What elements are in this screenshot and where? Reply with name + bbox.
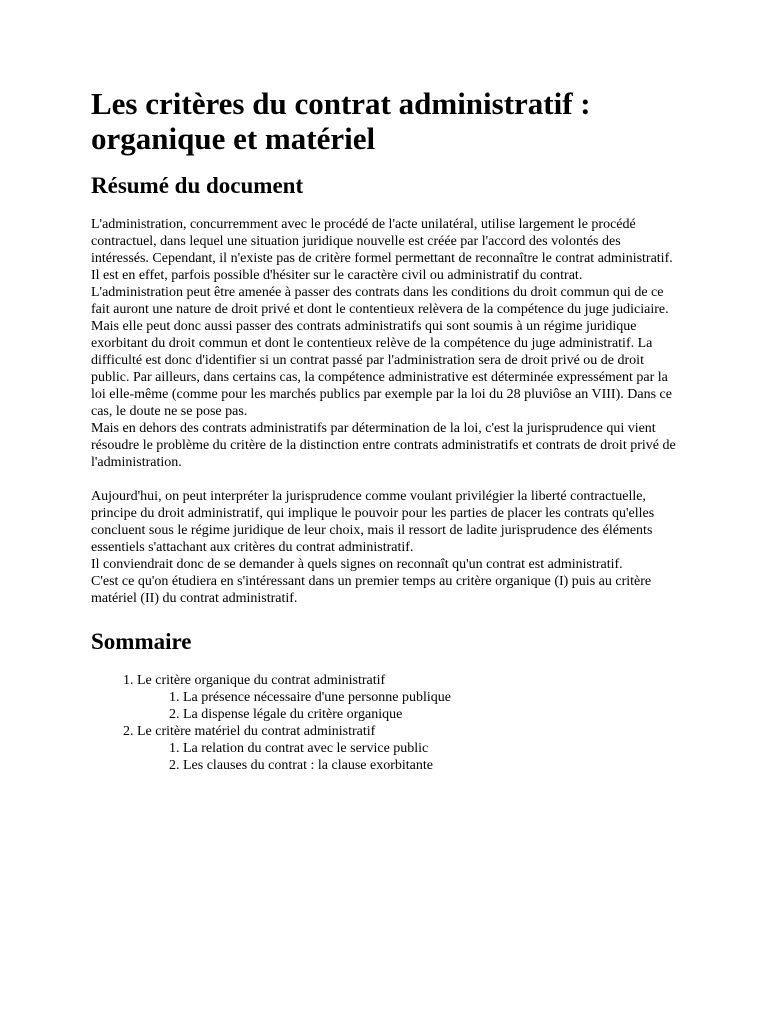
summary-paragraph: C'est ce qu'on étudiera en s'intéressant dans un premier temps au critère organique (I) puis au critère matériel (II) du contrat administratif. (91, 574, 652, 606)
toc-item (137, 723, 681, 774)
toc-item-label: Le critère organique du contrat administratif (137, 673, 386, 688)
toc-subitem: 1. La relation du contrat avec le service public (183, 740, 681, 757)
document-page (91, 86, 681, 774)
summary-body (91, 216, 681, 607)
toc-heading: Sommaire (91, 629, 192, 654)
summary-paragraph: Il conviendrait donc de se demander à quels signes on reconnaît qu'un contrat est administratif. (91, 557, 623, 572)
toc-subitem: 1. La présence nécessaire d'une personne publique (183, 689, 681, 706)
toc-subitem: 2. Les clauses du contrat : la clause exorbitante (183, 757, 681, 774)
paragraph-spacer (91, 471, 681, 488)
table-of-contents (91, 672, 681, 774)
toc-item-label: Le critère matériel du contrat administratif (137, 724, 376, 739)
toc-sublist (137, 740, 681, 774)
summary-heading: Résumé du document (91, 173, 304, 198)
summary-paragraph: Aujourd'hui, on peut interpréter la jurisprudence comme voulant privilégier la liberté contractuelle, principe du droit administratif, qui implique le pouvoir pour les parties de placer les contrats qu'elles concluent sous le régime juridique de leur choix, mais il ressort de ladite jurisprudence des éléments essentiels s'attachant aux critères du contrat administratif. (91, 489, 655, 555)
toc-subitem: 2. La dispense légale du critère organique (183, 706, 681, 723)
summary-paragraph: L'administration, concurremment avec le procédé de l'acte unilatéral, utilise largement le procédé contractuel, dans lequel une situation juridique nouvelle est créée par l'accord des volontés des intéressés. Cependant, il n'existe pas de critère formel permettant de reconnaître le contrat administratif. Il est en effet, parfois possible d'hésiter sur le caractère civil ou administratif du contrat. (91, 217, 673, 283)
page-title: Les critères du contrat administratif : organique et matériel (91, 86, 591, 156)
toc-sublist (137, 689, 681, 723)
toc-item (137, 672, 681, 723)
summary-paragraph: Mais en dehors des contrats administratifs par détermination de la loi, c'est la jurisprudence qui vient résoudre le problème du critère de la distinction entre contrats administratifs et contrats de droit privé de l'administration. (91, 421, 676, 470)
summary-paragraph: L'administration peut être amenée à passer des contrats dans les conditions du droit commun qui de ce fait auront une nature de droit privé et dont le contentieux relèvera de la compétence du juge judiciaire. Mais elle peut donc aussi passer des contrats administratifs qui sont soumis à un régime juridique exorbitant du droit commun et dont le contentieux relève de la compétence du juge administratif. La difficulté est donc d'identifier si un contrat passé par l'administration sera de droit privé ou de droit public. Par ailleurs, dans certains cas, la compétence administrative est déterminée expressément par la loi elle-même (comme pour les marchés publics par exemple par la loi du 28 pluviôse an VIII). Dans ce cas, le doute ne se pose pas. (91, 285, 672, 419)
